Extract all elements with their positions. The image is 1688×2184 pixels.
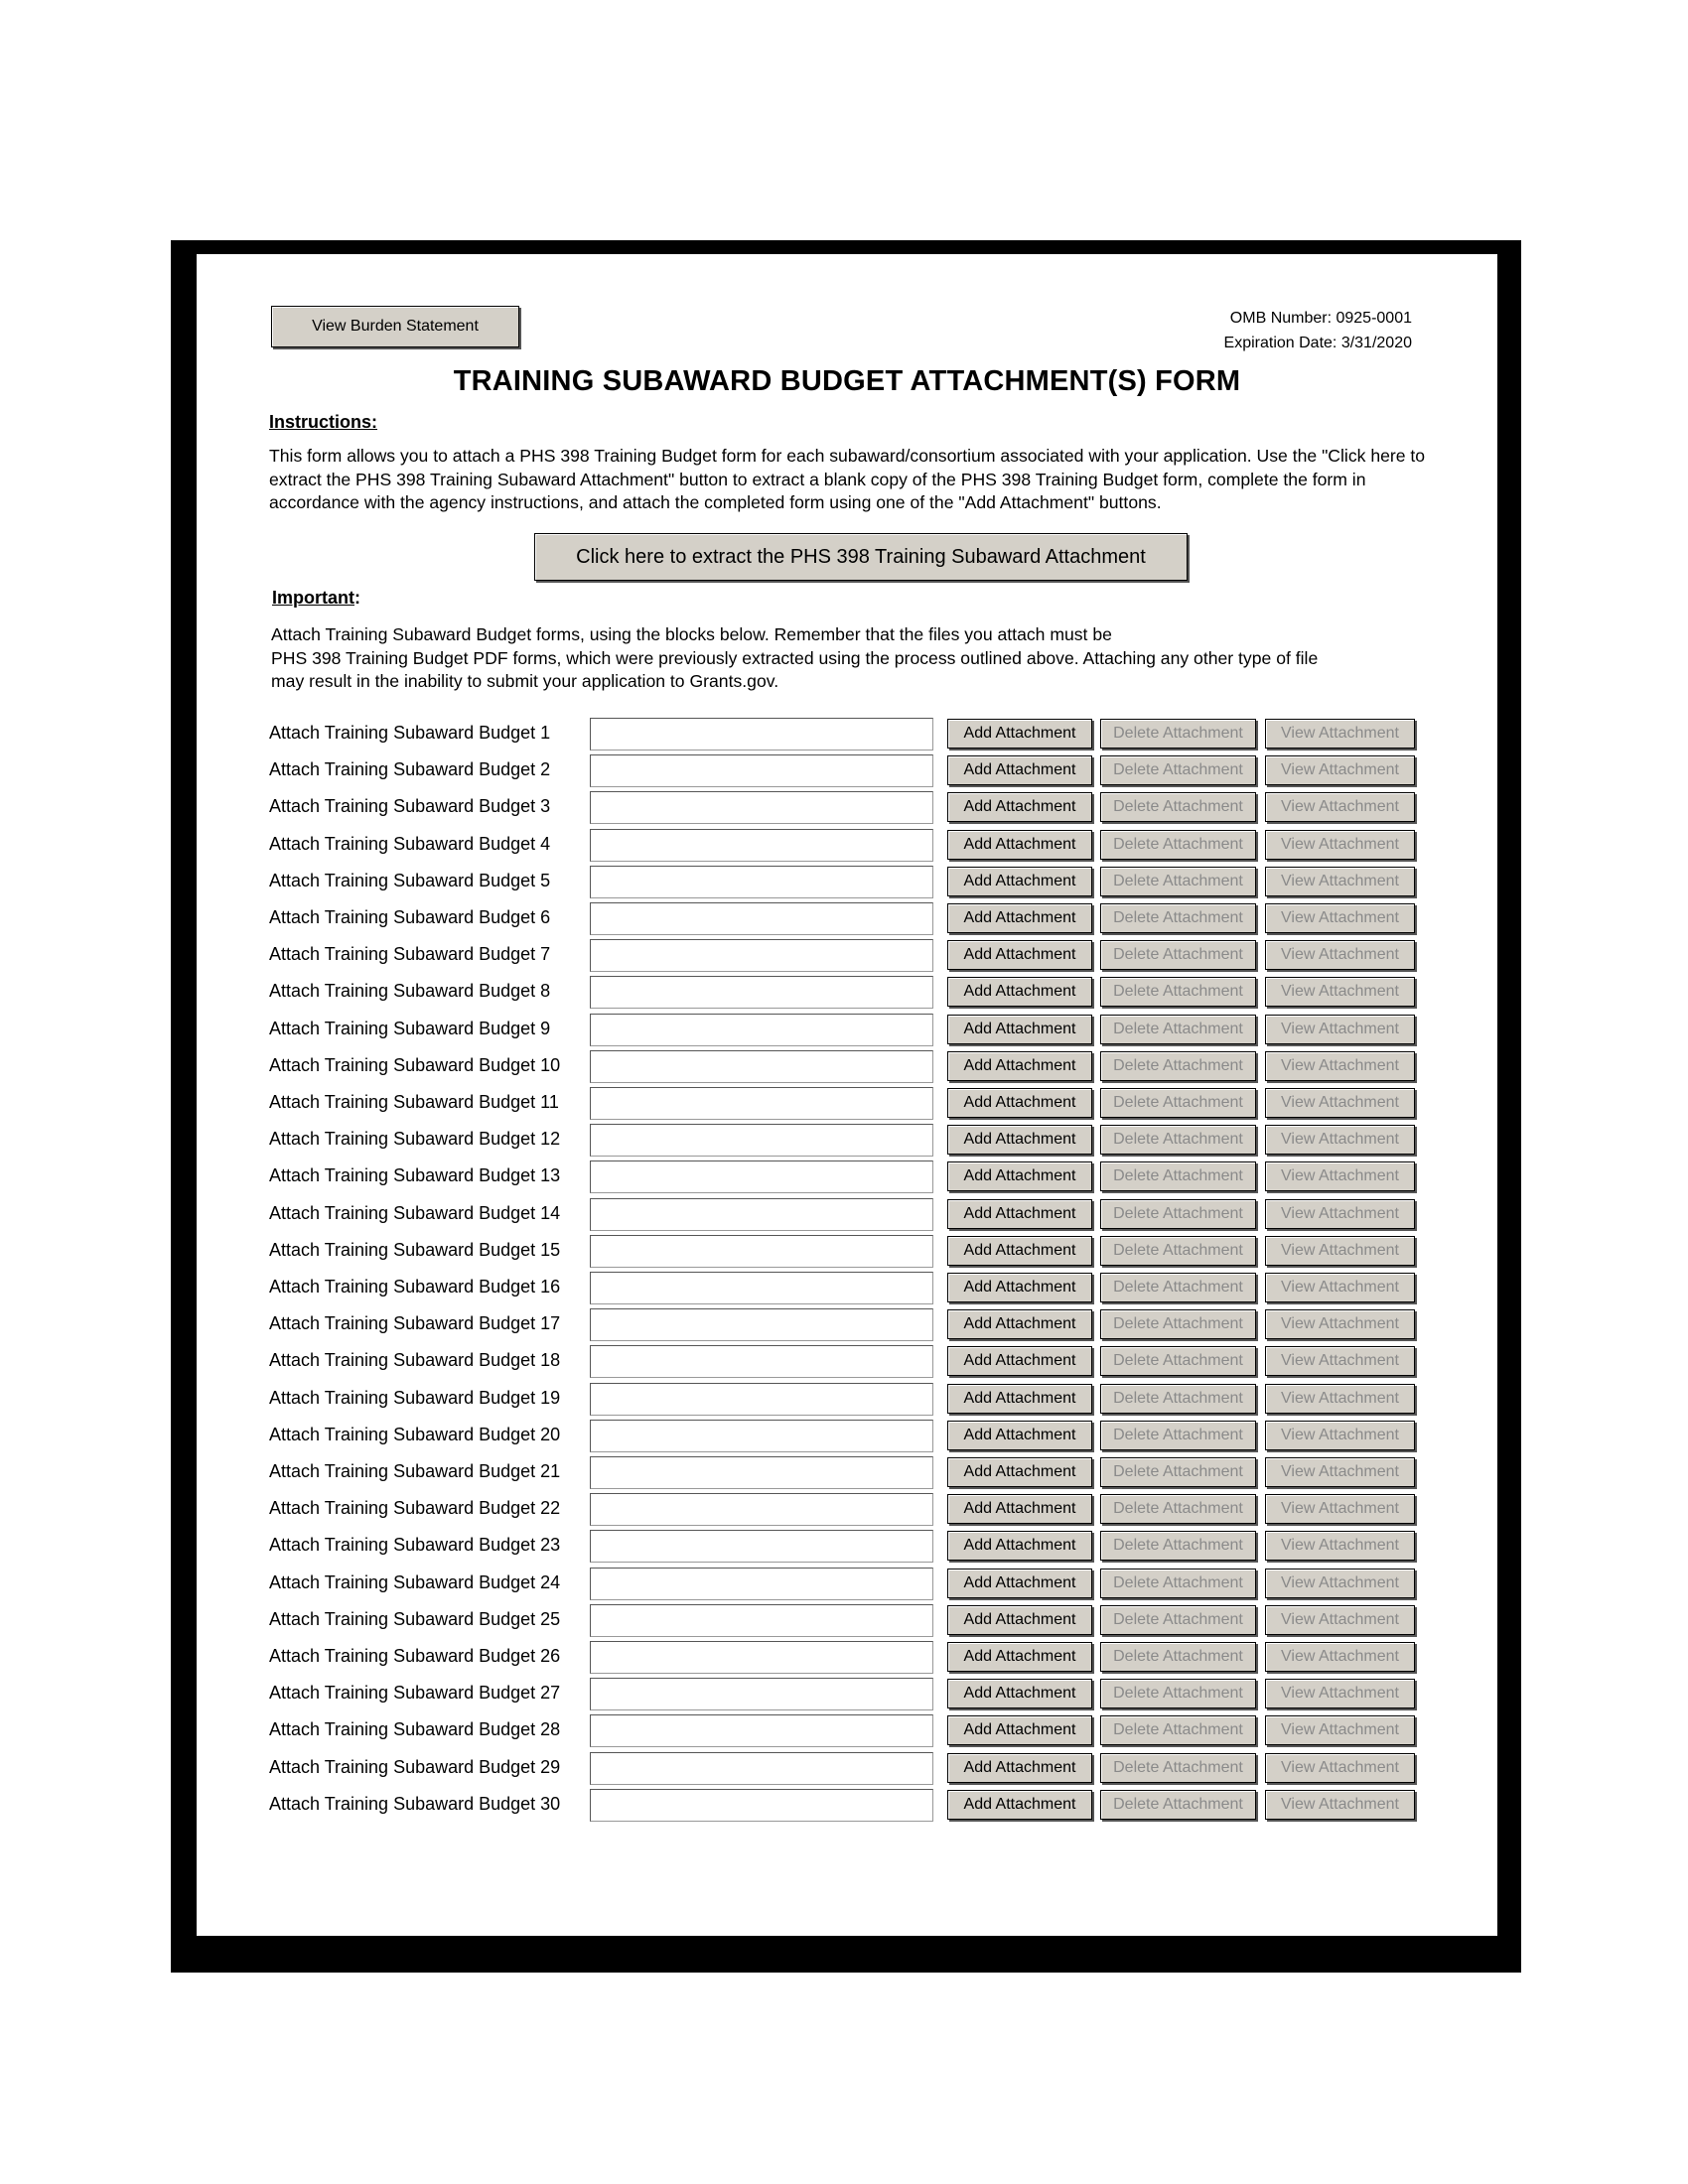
delete-attachment-button[interactable]: Delete Attachment [1100,719,1256,749]
add-attachment-button[interactable]: Add Attachment [947,830,1092,860]
attachment-label: Attach Training Subaward Budget 8 [269,981,551,1001]
attachment-filename-field[interactable] [590,902,933,935]
delete-attachment-button[interactable]: Delete Attachment [1100,1051,1256,1081]
view-attachment-button[interactable]: View Attachment [1265,977,1415,1007]
view-attachment-button[interactable]: View Attachment [1265,1015,1415,1044]
attachment-label: Attach Training Subaward Budget 23 [269,1535,561,1555]
attachment-filename-field[interactable] [590,1272,933,1304]
delete-attachment-button[interactable]: Delete Attachment [1100,1015,1256,1044]
attachment-row [269,1604,1421,1638]
attachment-label: Attach Training Subaward Budget 29 [269,1757,561,1777]
attachment-filename-field[interactable] [590,1568,933,1600]
attachment-row [269,1678,1421,1711]
add-attachment-button[interactable]: Add Attachment [947,1494,1092,1524]
add-attachment-button[interactable]: Add Attachment [947,1605,1092,1635]
view-attachment-button[interactable]: View Attachment [1265,1569,1415,1598]
add-attachment-button[interactable]: Add Attachment [947,1236,1092,1266]
attachment-label: Attach Training Subaward Budget 13 [269,1165,561,1185]
attachment-row [269,939,1421,973]
attachment-row [269,1124,1421,1158]
delete-attachment-button[interactable]: Delete Attachment [1100,903,1256,933]
attachment-label: Attach Training Subaward Budget 16 [269,1277,561,1297]
delete-attachment-button[interactable]: Delete Attachment [1100,830,1256,860]
add-attachment-button[interactable]: Add Attachment [947,1346,1092,1376]
delete-attachment-button[interactable]: Delete Attachment [1100,867,1256,896]
delete-attachment-button[interactable]: Delete Attachment [1100,1605,1256,1635]
attachment-filename-field[interactable] [590,1124,933,1157]
expiration-date: Expiration Date: 3/31/2020 [1223,335,1412,351]
page-title: TRAINING SUBAWARD BUDGET ATTACHMENT(S) FORM [453,365,1241,397]
attachment-filename-field[interactable] [590,1493,933,1526]
omb-number: OMB Number: 0925-0001 [1229,310,1412,327]
add-attachment-button[interactable]: Add Attachment [947,1715,1092,1745]
attachment-row [269,1530,1421,1564]
attachment-row [269,1714,1421,1748]
delete-attachment-button[interactable]: Delete Attachment [1100,1384,1256,1414]
attachment-filename-field[interactable] [590,976,933,1009]
attachment-label: Attach Training Subaward Budget 21 [269,1461,561,1481]
view-attachment-button[interactable]: View Attachment [1265,1199,1415,1229]
add-attachment-button[interactable]: Add Attachment [947,1642,1092,1672]
view-attachment-button[interactable]: View Attachment [1265,792,1415,822]
attachment-row [269,1235,1421,1269]
attachment-filename-field[interactable] [590,1714,933,1747]
attachment-label: Attach Training Subaward Budget 24 [269,1572,561,1592]
delete-attachment-button[interactable]: Delete Attachment [1100,755,1256,785]
view-attachment-button[interactable]: View Attachment [1265,1457,1415,1487]
attachment-filename-field[interactable] [590,1752,933,1785]
attachment-filename-field[interactable] [590,1530,933,1563]
view-attachment-button[interactable]: View Attachment [1265,1309,1415,1339]
delete-attachment-button[interactable]: Delete Attachment [1100,1236,1256,1266]
attachment-filename-field[interactable] [590,1235,933,1268]
view-attachment-button[interactable]: View Attachment [1265,1273,1415,1302]
attachment-filename-field[interactable] [590,1383,933,1416]
extract-training-subaward-button[interactable]: Click here to extract the PHS 398 Training Subaward Attachment [534,533,1188,581]
attachment-label: Attach Training Subaward Budget 6 [269,907,551,927]
add-attachment-button[interactable]: Add Attachment [947,1309,1092,1339]
attachment-row [269,1308,1421,1342]
delete-attachment-button[interactable]: Delete Attachment [1100,940,1256,970]
attachment-filename-field[interactable] [590,791,933,824]
view-burden-statement-button[interactable]: View Burden Statement [271,306,519,347]
delete-attachment-button[interactable]: Delete Attachment [1100,1790,1256,1820]
add-attachment-button[interactable]: Add Attachment [947,1569,1092,1598]
add-attachment-button[interactable]: Add Attachment [947,719,1092,749]
attachment-filename-field[interactable] [590,754,933,787]
attachment-row [269,1752,1421,1786]
attachment-label: Attach Training Subaward Budget 20 [269,1425,561,1444]
add-attachment-button[interactable]: Add Attachment [947,1457,1092,1487]
delete-attachment-button[interactable]: Delete Attachment [1100,1125,1256,1155]
attachment-label: Attach Training Subaward Budget 11 [269,1092,559,1112]
attachment-label: Attach Training Subaward Budget 18 [269,1350,561,1370]
view-attachment-button[interactable]: View Attachment [1265,1051,1415,1081]
attachment-row [269,1383,1421,1417]
view-attachment-button[interactable]: View Attachment [1265,1421,1415,1450]
delete-attachment-button[interactable]: Delete Attachment [1100,1753,1256,1783]
delete-attachment-button[interactable]: Delete Attachment [1100,1531,1256,1561]
attachment-row [269,1198,1421,1232]
view-attachment-button[interactable]: View Attachment [1265,719,1415,749]
view-attachment-button[interactable]: View Attachment [1265,1679,1415,1708]
attachment-label: Attach Training Subaward Budget 4 [269,834,551,854]
attachment-filename-field[interactable] [590,1789,933,1822]
attachment-filename-field[interactable] [590,1198,933,1231]
add-attachment-button[interactable]: Add Attachment [947,1753,1092,1783]
add-attachment-button[interactable]: Add Attachment [947,1199,1092,1229]
important-heading-colon: : [354,588,360,608]
view-attachment-button[interactable]: View Attachment [1265,1161,1415,1191]
attachment-label: Attach Training Subaward Budget 1 [269,723,551,743]
add-attachment-button[interactable]: Add Attachment [947,1015,1092,1044]
omb-info [1092,306,1412,355]
attachment-filename-field[interactable] [590,1420,933,1452]
attachment-label: Attach Training Subaward Budget 27 [269,1683,561,1703]
delete-attachment-button[interactable]: Delete Attachment [1100,1309,1256,1339]
delete-attachment-button[interactable]: Delete Attachment [1100,1642,1256,1672]
attachment-filename-field[interactable] [590,1087,933,1120]
add-attachment-button[interactable]: Add Attachment [947,1679,1092,1708]
add-attachment-button[interactable]: Add Attachment [947,867,1092,896]
attachment-label: Attach Training Subaward Budget 30 [269,1794,561,1814]
attachment-label: Attach Training Subaward Budget 10 [269,1055,561,1075]
view-attachment-button[interactable]: View Attachment [1265,1494,1415,1524]
important-heading [272,588,360,609]
add-attachment-button[interactable]: Add Attachment [947,792,1092,822]
important-line-3: may result in the inability to submit your application to Grants.gov. [271,671,779,691]
view-attachment-button[interactable]: View Attachment [1265,867,1415,896]
view-attachment-button[interactable]: View Attachment [1265,1125,1415,1155]
attachment-row [269,754,1421,788]
important-text [271,623,1443,694]
delete-attachment-button[interactable]: Delete Attachment [1100,1199,1256,1229]
attachment-label: Attach Training Subaward Budget 14 [269,1203,561,1223]
important-line-1: Attach Training Subaward Budget forms, using the blocks below. Remember that the files you attach must be [271,624,1112,644]
view-attachment-button[interactable]: View Attachment [1265,1642,1415,1672]
attachment-filename-field[interactable] [590,1050,933,1083]
attachment-label: Attach Training Subaward Budget 25 [269,1609,561,1629]
view-attachment-button[interactable]: View Attachment [1265,1346,1415,1376]
instructions-heading: Instructions: [269,412,378,432]
view-attachment-button[interactable]: View Attachment [1265,1605,1415,1635]
add-attachment-button[interactable]: Add Attachment [947,1125,1092,1155]
delete-attachment-button[interactable]: Delete Attachment [1100,1088,1256,1118]
attachment-label: Attach Training Subaward Budget 7 [269,944,551,964]
attachment-label: Attach Training Subaward Budget 3 [269,796,551,816]
attachment-row [269,1568,1421,1601]
attachment-row [269,1789,1421,1823]
attachment-filename-field[interactable] [590,1160,933,1193]
attachment-label: Attach Training Subaward Budget 9 [269,1019,551,1038]
attachment-row [269,866,1421,899]
add-attachment-button[interactable]: Add Attachment [947,1790,1092,1820]
add-attachment-button[interactable]: Add Attachment [947,1421,1092,1450]
attachment-label: Attach Training Subaward Budget 12 [269,1129,561,1149]
attachment-filename-field[interactable] [590,939,933,972]
attachment-row [269,829,1421,863]
view-attachment-button[interactable]: View Attachment [1265,903,1415,933]
attachment-label: Attach Training Subaward Budget 26 [269,1646,561,1666]
delete-attachment-button[interactable]: Delete Attachment [1100,1421,1256,1450]
attachment-label: Attach Training Subaward Budget 2 [269,759,551,779]
attachment-row [269,1345,1421,1379]
view-attachment-button[interactable]: View Attachment [1265,940,1415,970]
delete-attachment-button[interactable]: Delete Attachment [1100,1494,1256,1524]
view-attachment-button[interactable]: View Attachment [1265,1236,1415,1266]
delete-attachment-button[interactable]: Delete Attachment [1100,1346,1256,1376]
delete-attachment-button[interactable]: Delete Attachment [1100,1569,1256,1598]
attachment-filename-field[interactable] [590,1014,933,1046]
attachment-label: Attach Training Subaward Budget 5 [269,871,551,890]
attachment-filename-field[interactable] [590,1678,933,1710]
view-attachment-button[interactable]: View Attachment [1265,1790,1415,1820]
add-attachment-button[interactable]: Add Attachment [947,1384,1092,1414]
attachment-filename-field[interactable] [590,718,933,751]
view-attachment-button[interactable]: View Attachment [1265,1088,1415,1118]
attachment-row [269,1160,1421,1194]
attachment-filename-field[interactable] [590,1641,933,1674]
view-attachment-button[interactable]: View Attachment [1265,755,1415,785]
important-line-2: PHS 398 Training Budget PDF forms, which were previously extracted using the process outlined above. Attaching any other type of file [271,647,1319,668]
attachment-row [269,1420,1421,1453]
attachment-filename-field[interactable] [590,1604,933,1637]
attachment-row [269,1272,1421,1305]
attachment-row [269,1014,1421,1047]
attachment-row [269,1087,1421,1121]
delete-attachment-button[interactable]: Delete Attachment [1100,1273,1256,1302]
attachment-row [269,1456,1421,1490]
add-attachment-button[interactable]: Add Attachment [947,1273,1092,1302]
attachment-label: Attach Training Subaward Budget 28 [269,1719,561,1739]
attachment-label: Attach Training Subaward Budget 19 [269,1388,561,1408]
instructions-text: This form allows you to attach a PHS 398 Training Budget form for each subaward/consortium associated with your application. Use the "Click here to extract the PHS 398 Training Subaward Attachment" button to extract a blank copy of the PHS 398 Training Budget form, complete the form in accordance with the agency instructions, and attach the completed form using one of the "Add Attachment" buttons. [269,446,1426,512]
view-attachment-button[interactable]: View Attachment [1265,1531,1415,1561]
add-attachment-button[interactable]: Add Attachment [947,940,1092,970]
add-attachment-button[interactable]: Add Attachment [947,1051,1092,1081]
add-attachment-button[interactable]: Add Attachment [947,1531,1092,1561]
attachment-row [269,976,1421,1010]
delete-attachment-button[interactable]: Delete Attachment [1100,977,1256,1007]
add-attachment-button[interactable]: Add Attachment [947,755,1092,785]
attachment-row [269,1050,1421,1084]
add-attachment-button[interactable]: Add Attachment [947,903,1092,933]
delete-attachment-button[interactable]: Delete Attachment [1100,1679,1256,1708]
attachment-filename-field[interactable] [590,866,933,898]
view-attachment-button[interactable]: View Attachment [1265,1384,1415,1414]
delete-attachment-button[interactable]: Delete Attachment [1100,1457,1256,1487]
important-heading-text: Important [272,588,354,608]
attachment-filename-field[interactable] [590,1456,933,1489]
attachment-label: Attach Training Subaward Budget 17 [269,1313,561,1333]
view-attachment-button[interactable]: View Attachment [1265,1753,1415,1783]
add-attachment-button[interactable]: Add Attachment [947,977,1092,1007]
attachment-row [269,902,1421,936]
attachment-filename-field[interactable] [590,1345,933,1378]
attachment-row [269,1493,1421,1527]
add-attachment-button[interactable]: Add Attachment [947,1161,1092,1191]
view-attachment-button[interactable]: View Attachment [1265,830,1415,860]
attachment-filename-field[interactable] [590,829,933,862]
attachment-filename-field[interactable] [590,1308,933,1341]
attachment-label: Attach Training Subaward Budget 22 [269,1498,561,1518]
attachment-row [269,1641,1421,1675]
add-attachment-button[interactable]: Add Attachment [947,1088,1092,1118]
delete-attachment-button[interactable]: Delete Attachment [1100,1715,1256,1745]
attachment-label: Attach Training Subaward Budget 15 [269,1240,561,1260]
delete-attachment-button[interactable]: Delete Attachment [1100,1161,1256,1191]
attachment-row [269,718,1421,751]
view-attachment-button[interactable]: View Attachment [1265,1715,1415,1745]
delete-attachment-button[interactable]: Delete Attachment [1100,792,1256,822]
attachment-row [269,791,1421,825]
